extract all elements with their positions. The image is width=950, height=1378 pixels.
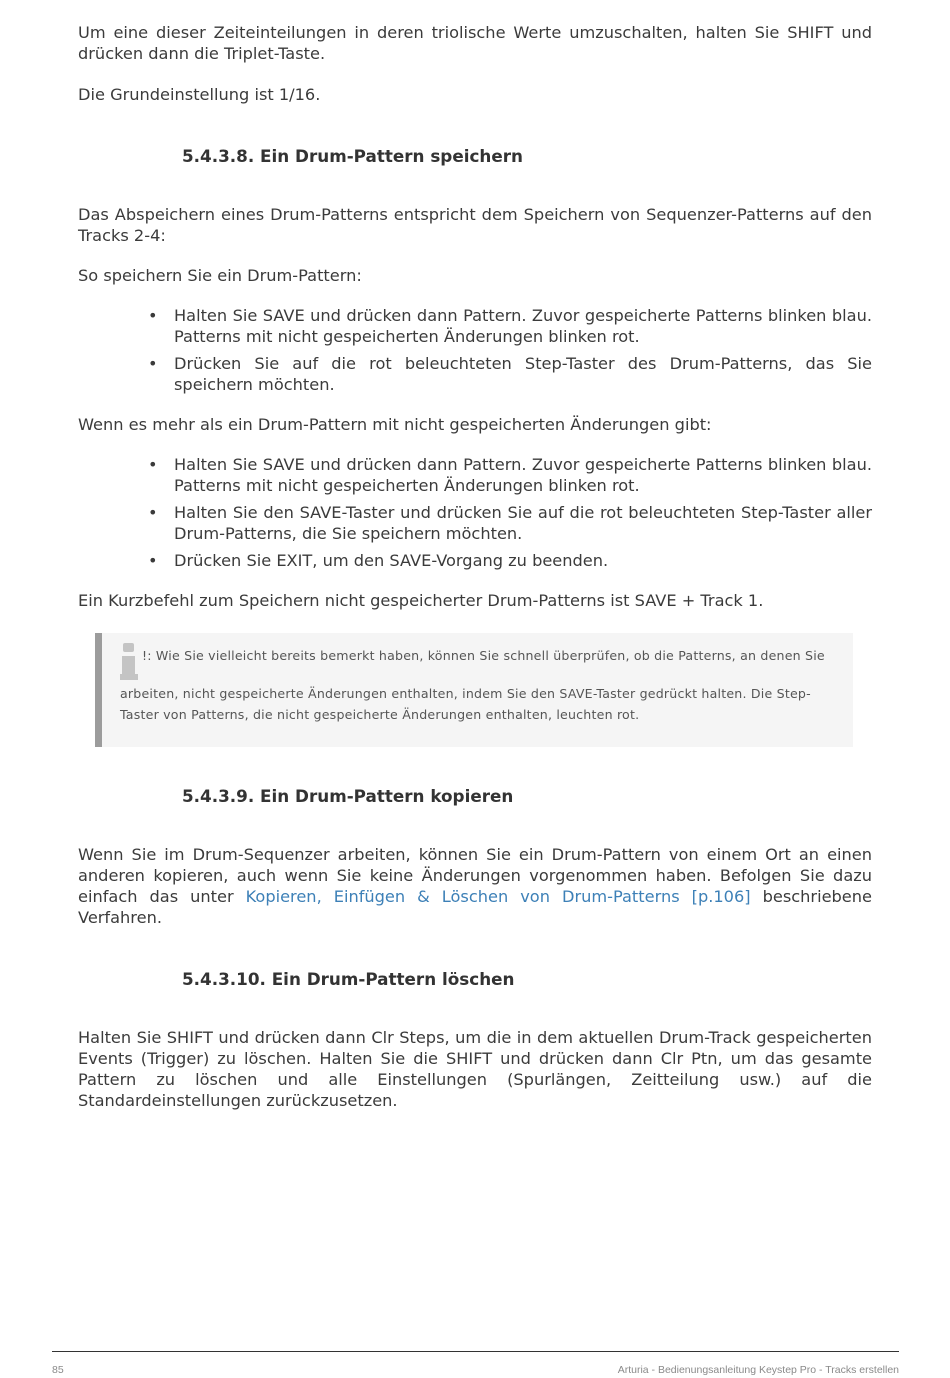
save-multiple-steps-list — [78, 454, 872, 571]
info-note-text: !: Wie Sie vielleicht bereits bemerkt haben, können Sie schnell überprüfen, ob die Patterns, an denen Sie arbeiten, nicht gespeicherte Änderungen enthalten, indem Sie den SAVE-Taster gedrückt halten. Die Step-Taster von Patterns, die nicht gespeicherte Änderungen enthalten, leuchten rot. — [120, 648, 825, 722]
list-item: • Halten Sie den SAVE-Taster und drücken Sie auf die rot beleuchteten Step-Taster aller Drum-Patterns, die Sie speichern möchten. — [174, 502, 872, 544]
save-steps-list — [78, 305, 872, 395]
info-note-box — [95, 633, 853, 747]
page-content — [78, 22, 872, 1111]
copy-paragraph — [78, 844, 872, 928]
save-paragraph-howto: So speichern Sie ein Drum-Pattern: — [78, 266, 362, 285]
section-heading-delete: 5.4.3.10. Ein Drum-Pattern löschen — [182, 969, 515, 989]
delete-paragraph: Halten Sie SHIFT und drücken dann Clr Steps, um die in dem aktuellen Drum-Track gespeicherten Events (Trigger) zu löschen. Halten Sie die SHIFT und drücken dann Clr Ptn, um das gesamte Pattern zu löschen und alle Einstellungen (Spurlängen, Zeitteilung usw.) auf die Standardeinstellungen zurückzusetzen. — [78, 1028, 872, 1110]
list-item: • Drücken Sie EXIT, um den SAVE-Vorgang zu beenden. — [174, 550, 872, 571]
save-paragraph-shortcut: Ein Kurzbefehl zum Speichern nicht gespeicherter Drum-Patterns ist SAVE + Track 1. — [78, 591, 764, 610]
intro-paragraph-triplet: Um eine dieser Zeiteinteilungen in deren triolische Werte umzuschalten, halten Sie SHIFT und drücken dann die Triplet-Taste. — [78, 23, 872, 63]
section-heading-copy: 5.4.3.9. Ein Drum-Pattern kopieren — [182, 786, 514, 806]
copy-text-before: Wenn Sie im Drum-Sequenzer arbeiten, können Sie ein Drum-Pattern von einem Ort an einen anderen kopieren, auch wenn Sie keine Änderungen vorgenommen haben. Befolgen Sie dazu einfach das unter — [78, 845, 872, 906]
footer-document-title: Arturia - Bedienungsanleitung Keystep Pro - Tracks erstellen — [617, 1364, 899, 1376]
copy-paste-delete-link[interactable]: Kopieren, Einfügen & Löschen von Drum-Patterns [p.106] — [245, 887, 751, 906]
page-number: 85 — [52, 1364, 64, 1376]
copy-text-after: beschriebene Verfahren. — [78, 887, 872, 927]
footer-divider — [52, 1351, 899, 1352]
save-paragraph-intro: Das Abspeichern eines Drum-Patterns entspricht dem Speichern von Sequenzer-Patterns auf den Tracks 2-4: — [78, 205, 872, 245]
section-heading-save: 5.4.3.8. Ein Drum-Pattern speichern — [182, 146, 523, 166]
list-item: • Halten Sie SAVE und drücken dann Pattern. Zuvor gespeicherte Patterns blinken blau. Patterns mit nicht gespeicherten Änderungen blinken rot. — [174, 454, 872, 496]
info-note-text-wrap — [120, 645, 835, 725]
save-paragraph-multiple: Wenn es mehr als ein Drum-Pattern mit nicht gespeicherten Änderungen gibt: — [78, 415, 712, 434]
list-item: • Drücken Sie auf die rot beleuchteten Step-Taster des Drum-Patterns, das Sie speichern möchten. — [174, 353, 872, 395]
list-item: • Halten Sie SAVE und drücken dann Pattern. Zuvor gespeicherte Patterns blinken blau. Patterns mit nicht gespeicherten Änderungen blinken rot. — [174, 305, 872, 347]
info-icon — [120, 643, 138, 683]
intro-paragraph-default: Die Grundeinstellung ist 1/16. — [78, 85, 321, 104]
